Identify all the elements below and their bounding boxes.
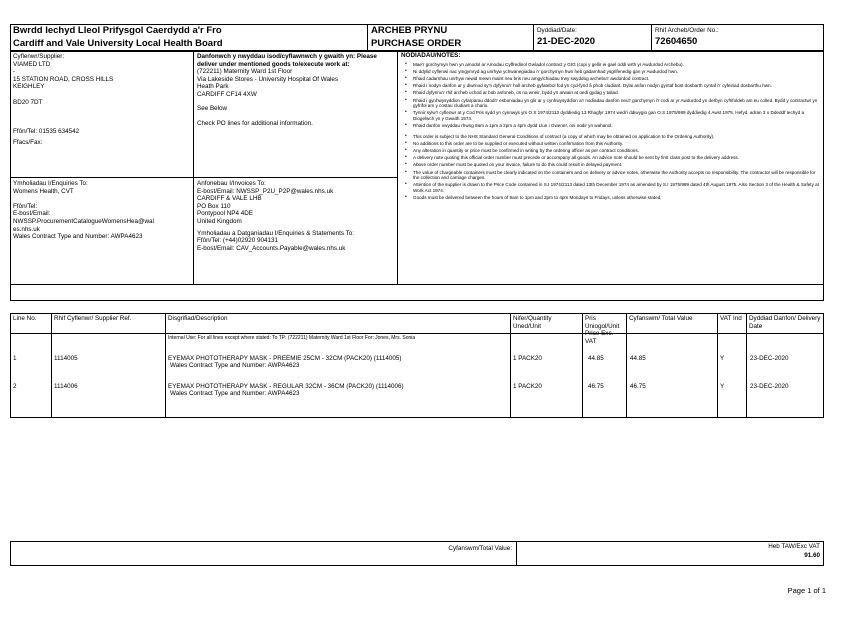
row-unit-price: 46.75 — [588, 383, 604, 390]
page-number: Page 1 of 1 — [787, 586, 826, 595]
enquiries-line — [13, 195, 191, 203]
doc-title-english: PURCHASE ORDER — [371, 38, 462, 49]
doc-title-welsh: ARCHEB PRYNU — [371, 25, 448, 36]
note-item: • Rhaid i nodyn danfon ar y diwrnod sy'n dyfynnu'r holl archeb gyfatebol fod yn cyd-fynd â phob cludiant. Dylai anfon nodyn gyntaf bost dosbarth cyntaf i'r cyfeiriad dosbarthu hwn. — [413, 83, 821, 89]
supplier-label: Cyflenwr/Supplier: — [13, 53, 65, 60]
invoices-label: Anfonebau I/Invoices To: — [197, 180, 266, 187]
invoices-line: PO Box 110 — [197, 202, 231, 210]
row-line-number: 1 — [13, 355, 17, 362]
col-header-delivery-date: Dyddiad Danfon/ Delivery Date — [749, 315, 821, 330]
row-total: 44.85 — [630, 355, 646, 362]
notes-block — [401, 52, 821, 202]
note-item: • Rhaid i gynhwysyddion cyfarparau ddodi'r esboniadau yn glir ar y cynhwysyddion a'r nodiadau danfon neu'r gorchymyn i'r codi ar yr Awdurdod yn derbyn cyfrifoldeb am eu colled. Bydd y contractwr yn gyfrifol am y costau cludiant a chario. — [413, 98, 821, 109]
delivery-see-below: See Below — [197, 104, 228, 112]
total-label: Cyfanswm/Total Value: — [448, 545, 512, 552]
supplier-fax: Ffacs/Fax: — [13, 138, 43, 146]
note-item: • Goods must be delivered between the hours of 9am to 1pm and 2pm to 4pm Mondays to Fridays, unless otherwise stated. — [413, 195, 821, 201]
note-item: • Rhaid danfon nwyddau rhwng 9am a 1pm a 2pm a 4pm dydd Llun i Gwener, oni nodir yn wahanol. — [413, 123, 821, 129]
supplier-address-line: - — [13, 68, 16, 76]
note-item: • Ni ddylid cyflenwi nac ymgymryd ag unrhyw ychwanegiadau i'r gorchymyn hwn heb gadarnhad ysgrifenedig gan yr Awdurdod hwn. — [413, 69, 821, 75]
enquiries-line: Ffôn/Tel: — [13, 202, 38, 210]
note-item: • Above order number must be quoted on your invoice, failure to do this could result in delayed payment. — [413, 162, 821, 168]
supplier-phone: Ffôn/Tel: 01535 634542 — [13, 128, 80, 136]
po-number-label: Rhif Archeb/Order No.: — [655, 27, 719, 34]
invoices-line: Ffôn/Tel: (+44)02920 904131 — [197, 237, 279, 245]
enquiries-line: E-bost/Email: — [13, 210, 51, 218]
supplier-name: VIAMED LTD — [13, 60, 51, 68]
enquiries-line: Wales Contract Type and Number: AWPA4623 — [13, 233, 143, 241]
col-header-line: Line No. — [13, 315, 37, 322]
table-row — [10, 355, 824, 375]
table-row — [10, 383, 824, 403]
delivery-address-line: Via Lakeside Stores - University Hospital Of Wales — [197, 75, 339, 83]
col-header-supplier-ref: Rhif Cyflenwr/ Supplier Ref. — [54, 315, 132, 322]
delivery-check-po: Check PO lines for additional information. — [197, 120, 313, 128]
po-number-value: 72604650 — [655, 36, 698, 47]
notes-english-list — [401, 134, 821, 201]
invoices-line: E-bost/Email: NWSSP_P2U_P2P@wales.nhs.uk — [197, 187, 334, 195]
enquiries-email: NWSSP.ProcurementCatalogueWomensHea@wal — [13, 217, 154, 225]
date-value: 21-DEC-2020 — [537, 36, 596, 47]
note-item: • Rhaid cadarnhau unrhyw newid mewn maint neu bris neu amgylchiadau trwy swyddog archebu'r awdurdod contract. — [413, 76, 821, 82]
note-item: • No additions to this order are to be supplied or executed without written confirmation from this Authority. — [413, 141, 821, 147]
supplier-block — [13, 53, 189, 146]
enquiries-line: Womens Health, CVT — [13, 187, 74, 195]
col-header-vat: VAT Ind — [720, 315, 742, 322]
invoices-block — [197, 180, 395, 252]
row-delivery-date: 23-DEC-2020 — [750, 355, 789, 362]
delivery-block — [197, 53, 393, 128]
row-vat: Y — [720, 355, 725, 362]
row-contract: Wales Contract Type and Number: AWPA4623 — [170, 362, 300, 369]
date-label: Dyddiad/Date: — [537, 27, 577, 34]
row-vat: Y — [720, 383, 725, 390]
col-header-unit-price: Pris Uniogol/Unit Price Exc. VAT — [585, 315, 620, 345]
total-vat-label: Heb TAW/Exc VAT — [768, 543, 820, 550]
row-delivery-date: 23-DEC-2020 — [750, 383, 789, 390]
invoices-line: Ymholiadau a Datganiadau I/Enquiries & Statements To: — [197, 229, 355, 237]
enquiries-block — [13, 180, 191, 241]
col-header-total: Cyfanswm/ Total Value — [629, 315, 693, 322]
note-item: • A delivery note quoting this official order number must precede or accompany all goods. An advice note should be sent by first class post to the delivery address. — [413, 155, 821, 161]
supplier-address-line: 15 STATION ROAD, CROSS HILLS — [13, 75, 114, 83]
note-item: • Mae'r gorchymyn hwn yn amodol ar Amodau Cyffredinol Gwladol contract y GIG (copi y gellir ei gael oddi wrth yr Awdurdod Archebu). — [413, 62, 821, 68]
total-value: 91.60 — [804, 552, 820, 559]
invoices-line: E-bost/Email: CAV_Accounts.Payable@wales.nhs.uk — [197, 244, 346, 252]
internal-use-note: Internal Use: For all lines except where stated: To TP: (722211) Maternity Ward 1st Floor For: Jones, Mrs. Sonia — [168, 335, 416, 341]
enquiries-email: es.nhs.uk — [13, 225, 40, 233]
row-line-number: 2 — [13, 383, 17, 390]
notes-label: NODIADAU/NOTES: — [401, 52, 461, 59]
row-unit-price: 44.85 — [588, 355, 604, 362]
org-name-welsh: Bwrdd Iechyd Lleol Prifysgol Caerdydd a'r Fro — [13, 25, 222, 36]
delivery-label: Danfonwch y nwyddau isod/cyflawnwch y gwaith yn: Please deliver under mentioned goods to/execute work at: — [197, 53, 377, 68]
row-description: EYEMAX PHOTOTHERAPY MASK - REGULAR 32CM - 36CM (PACK20) (1114006) — [168, 383, 404, 390]
notes-welsh-list — [401, 62, 821, 129]
note-item: • This order is subject to the NHS Standard General Conditions of contract (a copy of which may be obtained on application to the Ordering Authority). — [413, 134, 821, 140]
delivery-address-line: CARDIFF CF14 4XW — [197, 90, 257, 98]
col-header-description: Disgrifiad/Description — [168, 315, 228, 322]
row-description: EYEMAX PHOTOTHERAPY MASK - PREEMIE 25CM - 32CM (PACK20) (1114005) — [168, 355, 402, 362]
col-header-quantity: Nifer/Quantity Uned/Unit — [513, 315, 552, 330]
note-item: • Any alteration in quantity or price must be confirmed in writing by the ordering officer as per contract conditions. — [413, 148, 821, 154]
row-supplier-ref: 1114006 — [54, 383, 78, 390]
note-item: • Tynnir sylw'r cyflenwr at y Cod Pris sydd yn cynnwys ym O.S 1974/2113 dyddiedig 13 Rhagfyr 1974 wedi'i ddiwygio gan O.S 1975/989 dyddiedig 4 Awst 1975. Hefyd, adran 3 o Ddeddf Iechyd a Diogelwch yn y Gwaith 1974. — [413, 110, 821, 121]
org-name-english: Cardiff and Vale University Local Health Board — [13, 38, 223, 49]
delivery-address-line: Heath Park — [197, 83, 229, 91]
row-contract: Wales Contract Type and Number: AWPA4623 — [170, 390, 300, 397]
note-item: • The value of chargeable containers must be clearly indicated on the containers and on delivery or advice notes, otherwise the Authority accepts no responsibility. The contractor will be responsible for the collection and carriage charges. — [413, 170, 821, 181]
row-total: 46.75 — [630, 383, 646, 390]
enquiries-label: Ymholiadau I/Enquiries To: — [13, 180, 88, 187]
row-quantity: 1 PACK20 — [513, 383, 542, 390]
invoices-line: CARDIFF & VALE LHB — [197, 195, 262, 203]
invoices-line: United Kingdom — [197, 217, 242, 225]
invoices-line: Pontypool NP4 4DE — [197, 210, 254, 218]
note-item: • Rhaid dyfynnu'r rhif archeb uchod ar bob anfoneb, os na wneir, bydd yn arwain at oedi gydag y taliad. — [413, 90, 821, 96]
delivery-address-line: (722211) Maternity Ward 1st Floor — [197, 68, 293, 76]
supplier-address-line: KEIGHLEY — [13, 83, 45, 91]
note-item: • Attention of the supplier is drawn to the Price Code contained in S.I 1974/2113 dated 13th December 1974 as amended by S.I 1975/989 dated 4th August 1975. Also Section 3 of the Health & Safety at Work Act 1974. — [413, 182, 821, 193]
supplier-address-line — [13, 91, 189, 99]
row-supplier-ref: 1114005 — [54, 355, 78, 362]
row-quantity: 1 PACK20 — [513, 355, 542, 362]
supplier-postcode: BD20 7DT — [13, 98, 43, 106]
